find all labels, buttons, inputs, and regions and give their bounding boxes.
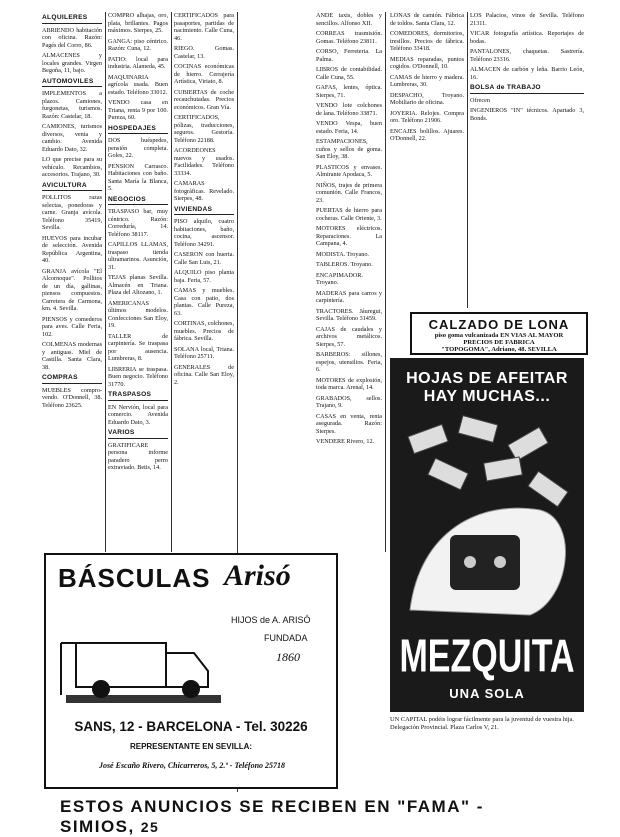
classified-ad: PATIO: local para industria. Alameda, 45. bbox=[108, 55, 168, 70]
classified-ad: CORTINAS, colchones, muebles. Precios de fábrica. Sevilla. bbox=[174, 320, 234, 342]
classified-ad: PLASTICOS y envases. Almirante Apodaca, 5. bbox=[316, 163, 382, 178]
classified-ad: ANDE taxis, dobles y sencillos. Alfonso XII. bbox=[316, 12, 382, 27]
classified-ad: VENDO lote colchones de lana. Teléfono 33871. bbox=[316, 102, 382, 117]
classified-ad: COCINAS económicas de hierro. Cerrajería Artística, Viriato, 8. bbox=[174, 63, 234, 85]
section-heading: AUTOMOVILES bbox=[42, 78, 102, 88]
divider bbox=[385, 12, 386, 552]
basculas-founded: FUNDADA bbox=[264, 633, 308, 643]
classified-ad: CERTIFICADOS para pasaportes, partidas de nacimiento. Calle Cuna, 46. bbox=[174, 12, 234, 42]
mezquita-headline: HOJAS DE AFEITAR HAY MUCHAS... bbox=[406, 370, 568, 405]
page-number: 25 bbox=[140, 819, 160, 835]
classified-ad: CASERON con huerta. Calle San Luis, 21. bbox=[174, 251, 234, 266]
classified-ad: GENERALES de oficina. Calle San Eloy, 2. bbox=[174, 363, 234, 386]
classified-ad: ALMACEN de carbón y leña. Barrio León, 16. bbox=[470, 66, 584, 81]
mezquita-ad bbox=[390, 358, 584, 712]
classified-ad: COMEDORES, dormitorios, tresillos. Precios de fábrica. Teléfono 33418. bbox=[390, 30, 464, 52]
divider bbox=[171, 12, 172, 552]
classified-ad: CERTIFICADOS, pólizas, traducciones, seguros. Gestoría. Teléfono 22188. bbox=[174, 114, 234, 144]
mezquita-tagline: UNA SOLA bbox=[449, 686, 525, 701]
section-heading: COMPRAS bbox=[42, 374, 102, 384]
calzado-line2: PRECIOS DE FABRICA bbox=[463, 339, 535, 346]
classified-ad: COMPRO alhajas, oro, plata, brillantes. Pagos máximos. Sierpes, 25. bbox=[108, 12, 168, 34]
classified-ad: CAPILLOS LLAMAS, traspaso tienda ultramarinos. Asunción, 31. bbox=[108, 241, 168, 271]
calzado-ad bbox=[410, 312, 588, 355]
classified-ad: TALLER de carpintería. Se traspasa por ausencia. Lumbreras, 8. bbox=[108, 332, 168, 362]
classified-ad: VENDO casa en Triana, renta 9 por 100. Pureza, 60. bbox=[108, 99, 168, 121]
classified-ad: ABRIENDO habitación con oficina. Razón: Pagés del Corro, 86. bbox=[42, 26, 102, 49]
classified-ad: NIÑOS, trajes de primera comunión. Calle Francos, 23. bbox=[316, 181, 382, 204]
col-2 bbox=[174, 12, 234, 389]
classified-ad: MADERAS para carros y carpintería. bbox=[316, 289, 382, 304]
classified-ad: GAFAS, lentes, óptica. Sierpes, 71. bbox=[316, 84, 382, 99]
classified-ad: CORREAS trasmisión. Gomas. Teléfono 23811. bbox=[316, 30, 382, 45]
classified-ad: CAJAS de caudales y archivos metálicos. Sierpes, 57. bbox=[316, 325, 382, 348]
classified-ad: VICAR fotografía artística. Reportajes de bodas. bbox=[470, 30, 584, 45]
classified-ad: TABLEROS. Troyano. bbox=[316, 261, 373, 268]
classified-ad: CAMAS de hierro y madera. Lumbreras, 30. bbox=[390, 73, 464, 88]
section-heading: VARIOS bbox=[108, 429, 168, 439]
classified-ad: DESPACHO, Troyano. Mobiliario de oficina. bbox=[390, 91, 464, 106]
classified-ad: CORSO, Ferreteria. La Palma. bbox=[316, 48, 382, 63]
classified-ad: VENDO Vespa, buen estado. Feria, 14. bbox=[316, 120, 382, 135]
col-3 bbox=[316, 12, 382, 449]
classified-ad: ENCAPIMADOR. Troyano. bbox=[316, 271, 363, 286]
classified-ad: CASAS en venta, renta asegurada. Razón: Sierpes. bbox=[316, 412, 382, 435]
classified-ad: COLMENAS modernas y antiguas. Miel de Castilla. Santa Clara, 38. bbox=[42, 341, 102, 371]
classified-ad: GRANJA avícola "El Alcornoque". Pollitos de un día, gallinas, piensos compuestos. Carretera de Carmona, km. 4. Sevilla. bbox=[42, 267, 102, 312]
classified-ad: BARBEROS: sillones, espejos, utensilios. Feria, 6. bbox=[316, 351, 382, 373]
classified-ad: GRATIFICARE persona informe paradero perro extraviado. Betis, 14. bbox=[108, 441, 168, 471]
classified-ad: PIENSOS y comederos para aves. Calle Feria, 102. bbox=[42, 315, 102, 338]
classified-ad: CAMIONES, turismos diversos, venta y cambio. Avenida Eduardo Dato, 32. bbox=[42, 123, 102, 153]
classified-ad: CAMAS y muebles. Casa con patio, dos plantas. Calle Pureza, 63. bbox=[174, 287, 234, 317]
calzado-line1: piso goma vulcanizada EN VIAS AL MAYOR bbox=[434, 332, 564, 339]
classified-ad: LONAS de camión. Fábrica de toldos. Santa Clara, 12. bbox=[390, 12, 464, 27]
classified-ad: IMPLEMENTOS a plazos. Camiones, furgonetas, turismos. Razón: Castelar, 18. bbox=[42, 90, 102, 120]
section-heading: AVICULTURA bbox=[42, 182, 102, 192]
ariso-logo: Arisó bbox=[224, 559, 291, 592]
classified-ad: LOS Palacios, vinos de Sevilla. Teléfono 21311. bbox=[470, 12, 584, 27]
footer-text: ESTOS ANUNCIOS SE RECIBEN EN "FAMA" - SIMIOS, bbox=[60, 797, 484, 836]
classified-ad: MEDIAS reparadas, puntos cogidos. O'Donnell, 10. bbox=[390, 55, 464, 70]
basculas-year: 1860 bbox=[276, 650, 300, 664]
classified-ad: CAMARAS fotográficas. Revelado. Sierpes, 48. bbox=[174, 180, 234, 202]
classified-ad: POLLITOS razas selectas, ponedoras y carne. Granja avícola. Teléfono 35419, Sevilla. bbox=[42, 194, 102, 231]
basculas-rep: REPRESENTANTE EN SEVILLA: bbox=[129, 742, 253, 751]
classified-ad: DOS huéspedes, pensión completa. Goles, 22. bbox=[108, 137, 168, 159]
classified-ad: SOLANA local, Triana. Teléfono 25711. bbox=[174, 345, 234, 360]
classified-ad: ESTAMPACIONES, cuños y sellos de goma. San Eloy, 38. bbox=[316, 138, 382, 160]
classified-ad: RIEGO. Gomas. Castelar, 13. bbox=[174, 45, 234, 60]
basculas-rep-address: José Escaño Rivero, Chicarreros, 5, 2.º - Teléfono 25718 bbox=[98, 761, 286, 770]
classified-ad: LIBROS de contabilidad. Calle Cuna, 55. bbox=[316, 66, 382, 81]
classified-ad: GRABADOS, sellos. Trajano, 9. bbox=[316, 394, 382, 409]
classified-ad: PENSION Carrasco. Habitaciones con baño. Santa María la Blanca, 5. bbox=[108, 162, 168, 192]
section-heading: HOSPEDAJES bbox=[108, 125, 168, 135]
classified-ad: Ofrecen bbox=[470, 96, 490, 104]
divider bbox=[105, 12, 106, 552]
classified-ad: TRACTORES. Jáuregui, Sevilla. Teléfono 31459. bbox=[316, 307, 382, 322]
classified-ad: CUBIERTAS de coche recauchutadas. Precios económicos. Gran Vía. bbox=[174, 88, 234, 111]
classified-ad: PISO alquilo, cuatro habitaciones, baño, cocina, ascensor. Teléfono 34291. bbox=[174, 218, 234, 248]
classified-ad: MOTORES de explosión, toda marca. Arenal, 14. bbox=[316, 376, 382, 391]
truck-scale-illustration bbox=[56, 613, 231, 713]
classified-ad: LIBRERIA se traspasa. Buen negocio. Teléfono 31770. bbox=[108, 365, 168, 388]
calzado-line3: "TOPOGOMA", Adriano, 48. SEVILLA bbox=[441, 346, 557, 353]
classified-ad: PUERTAS de hierro para cocheras. Calle Oriente, 3. bbox=[316, 207, 382, 222]
classified-ad: GANGA: piso céntrico. Razón: Cuna, 12. bbox=[108, 37, 168, 52]
classified-ad: VENDERE Rivero, 12. bbox=[316, 438, 375, 445]
classified-ad: AMERICANAS últimos modelos. Confecciones San Eloy, 19. bbox=[108, 299, 168, 329]
classified-ad: MOTORES eléctricos. Reparaciones. La Campana, 4. bbox=[316, 225, 382, 247]
basculas-address: SANS, 12 - BARCELONA - Tel. 30226 bbox=[74, 719, 308, 734]
classified-ad: PANTALONES, chaquetas. Sastrería. Teléfono 23316. bbox=[470, 48, 584, 63]
classified-ad: MODISTA. Troyano. bbox=[316, 250, 369, 258]
classified-ad: JOYERIA. Relojes. Compra oro. Teléfono 21906. bbox=[390, 109, 464, 124]
section-heading: BOLSA de TRABAJO bbox=[470, 84, 584, 94]
classified-ad: HUEVOS para incubar de selección. Avenida República Argentina, 40. bbox=[42, 234, 102, 264]
classified-ad: ALMACENES y locales grandes. Virgen Begoña, 11, bajo. bbox=[42, 52, 102, 74]
col-0 bbox=[42, 12, 102, 412]
col-4 bbox=[390, 12, 464, 302]
section-heading: NEGOCIOS bbox=[108, 196, 168, 206]
classified-ad: ACORDEONES nuevos y usados. Facilidades. Teléfono 33334. bbox=[174, 147, 234, 177]
classified-ad: LO que precise para su vehículo. Recambios, accesorios. Trajano, 30. bbox=[42, 156, 102, 178]
basculas-sons: HIJOS de A. ARISÓ bbox=[231, 615, 311, 625]
section-heading: TRASPASOS bbox=[108, 391, 168, 401]
col-1 bbox=[108, 12, 168, 475]
basculas-title: BÁSCULAS bbox=[58, 563, 211, 593]
section-heading: VIVIENDAS bbox=[174, 206, 234, 216]
divider bbox=[467, 12, 468, 308]
classified-ad: TEJAS planas Sevilla. Almacén en Triana. Plaza del Altozano, 1. bbox=[108, 274, 168, 296]
capital-notice: UN CAPITAL podéis lograr fácilmente para la juventud de vuestra hija. Delegación Provincial. Plaza Carlos V, 21. bbox=[390, 716, 574, 731]
classified-ad: MUEBLES compro-vendo. O'Donnell, 38. Teléfono 23625. bbox=[42, 386, 102, 409]
classified-ad: TRASPASO bar, muy céntrico. Razón: Correduría, 14. Teléfono 38117. bbox=[108, 208, 168, 238]
classified-ad: ALQUILO piso planta baja. Feria, 57. bbox=[174, 269, 234, 284]
classified-ad: EN Nervión, local para comercio. Avenida Eduardo Dato, 3. bbox=[108, 403, 168, 426]
col-5 bbox=[470, 12, 584, 308]
section-heading: ALQUILERES bbox=[42, 14, 102, 24]
basculas-ad bbox=[44, 553, 338, 789]
classified-ad: MAQUINARIA agrícola usada. Buen estado. Teléfono 33012. bbox=[108, 73, 168, 96]
classified-ad: INGENIEROS "IN" técnicos. Apartado 3, Bonds. bbox=[470, 107, 584, 122]
mezquita-brand: MEZQUITA bbox=[399, 631, 575, 683]
razor-blades-illustration bbox=[390, 410, 584, 630]
page-footer bbox=[60, 797, 580, 837]
calzado-title: CALZADO DE LONA bbox=[428, 317, 570, 332]
classified-ad: ENCAJES bolillos. Ajuares. O'Donnell, 22. bbox=[390, 127, 464, 142]
